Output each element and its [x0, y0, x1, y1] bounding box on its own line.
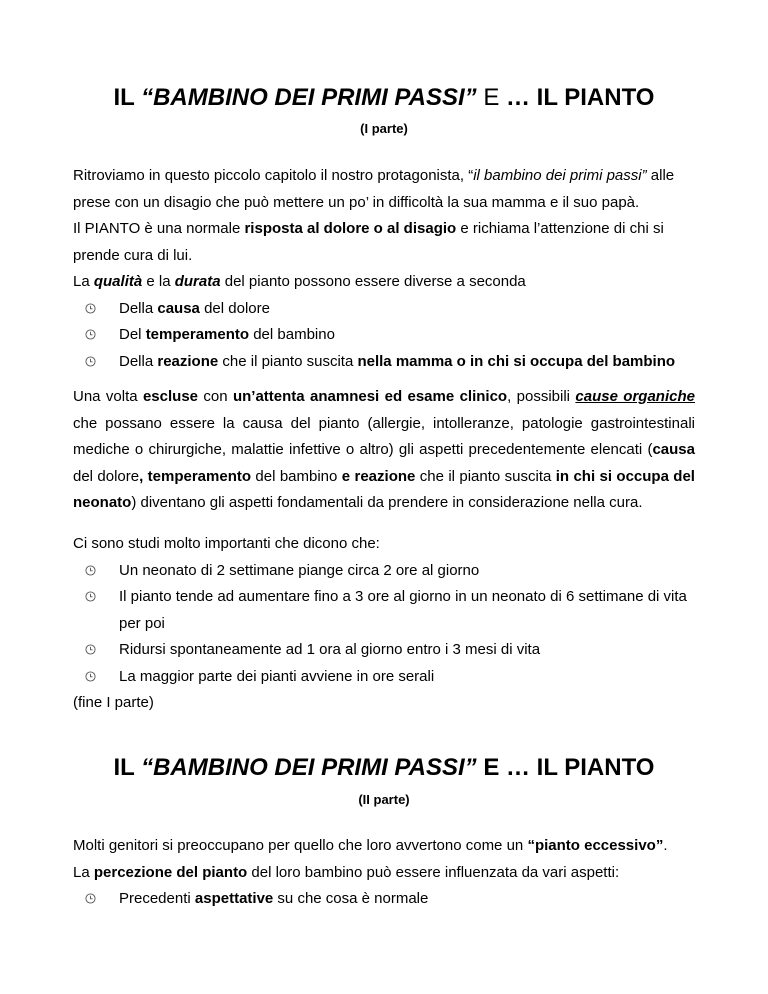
part1-paragraph-exclusion: Una volta escluse con un’attenta anamnesi ed esame clinico, possibili cause organiche che possano essere la causa del pianto (allergie, intolleranze, patologie gastrointestinali mediche o chirurgiche, malattie infettive o altro) gli aspetti precedentemente elencati (causa del dolore, temperamento del bambino e reazione che il pianto suscita in chi si occupa del neonato) diventano gli aspetti fondamentali da prendere in considerazione nella cura.: [73, 388, 695, 511]
paragraph: La percezione del pianto del loro bambino può essere influenzata da vari aspetti:: [73, 863, 620, 881]
list-studies: [73, 558, 695, 691]
clock-icon: [85, 329, 96, 340]
list-perception: [73, 886, 695, 913]
part2-title: [0, 754, 768, 782]
clock-icon: [85, 644, 96, 655]
title-text: IL: [113, 84, 142, 111]
title-text: E … IL PIANTO: [476, 754, 655, 781]
list-item: Del temperamento del bambino: [73, 322, 695, 349]
list-item: Precedenti aspettative su che cosa è normale: [73, 886, 695, 913]
paragraph: La qualità e la durata del pianto possono essere diverse a seconda: [73, 273, 526, 290]
title-text: IL: [113, 754, 142, 781]
paragraph: Ritroviamo in questo piccolo capitolo il nostro protagonista, “il bambino dei primi passi” alle prese con un disagio che può mettere un po’ in difficoltà la sua mamma e il suo papà.: [73, 167, 675, 211]
list-item: Un neonato di 2 settimane piange circa 2 ore al giorno: [73, 558, 695, 585]
list-item: Della reazione che il pianto suscita nella mamma o in chi si occupa del bambino: [73, 349, 695, 376]
part1-subtitle: (I parte): [360, 121, 408, 136]
clock-icon: [85, 671, 96, 682]
part1-body: [73, 163, 695, 375]
clock-icon: [85, 893, 96, 904]
list-item: Il pianto tende ad aumentare fino a 3 ore al giorno in un neonato di 6 settimane di vita per poi: [73, 584, 695, 637]
part2-subtitle: (II parte): [358, 792, 410, 807]
list-causes: [73, 296, 695, 376]
title-italic: “BAMBINO DEI PRIMI PASSI”: [141, 84, 477, 111]
title-text: E: [476, 84, 506, 111]
paragraph: Molti genitori si preoccupano per quello che loro avvertono come un “pianto eccessivo”.: [73, 837, 668, 854]
paragraph: Ci sono studi molto importanti che dicono che:: [73, 535, 380, 552]
part1-studies: [73, 531, 695, 717]
title-text: … IL PIANTO: [506, 84, 655, 111]
list-item: Della causa del dolore: [73, 296, 695, 323]
list-item: La maggior parte dei pianti avviene in ore serali: [73, 664, 695, 691]
part2-body: [73, 833, 695, 913]
part1-end: (fine I parte): [73, 694, 154, 711]
list-item: Ridursi spontaneamente ad 1 ora al giorno entro i 3 mesi di vita: [73, 637, 695, 664]
clock-icon: [85, 356, 96, 367]
title-italic: “BAMBINO DEI PRIMI PASSI”: [141, 754, 477, 781]
clock-icon: [85, 303, 96, 314]
part1-title: [0, 84, 768, 112]
clock-icon: [85, 565, 96, 576]
paragraph: Il PIANTO è una normale risposta al dolore o al disagio e richiama l’attenzione di chi si prende cura di lui.: [73, 220, 664, 264]
clock-icon: [85, 591, 96, 602]
